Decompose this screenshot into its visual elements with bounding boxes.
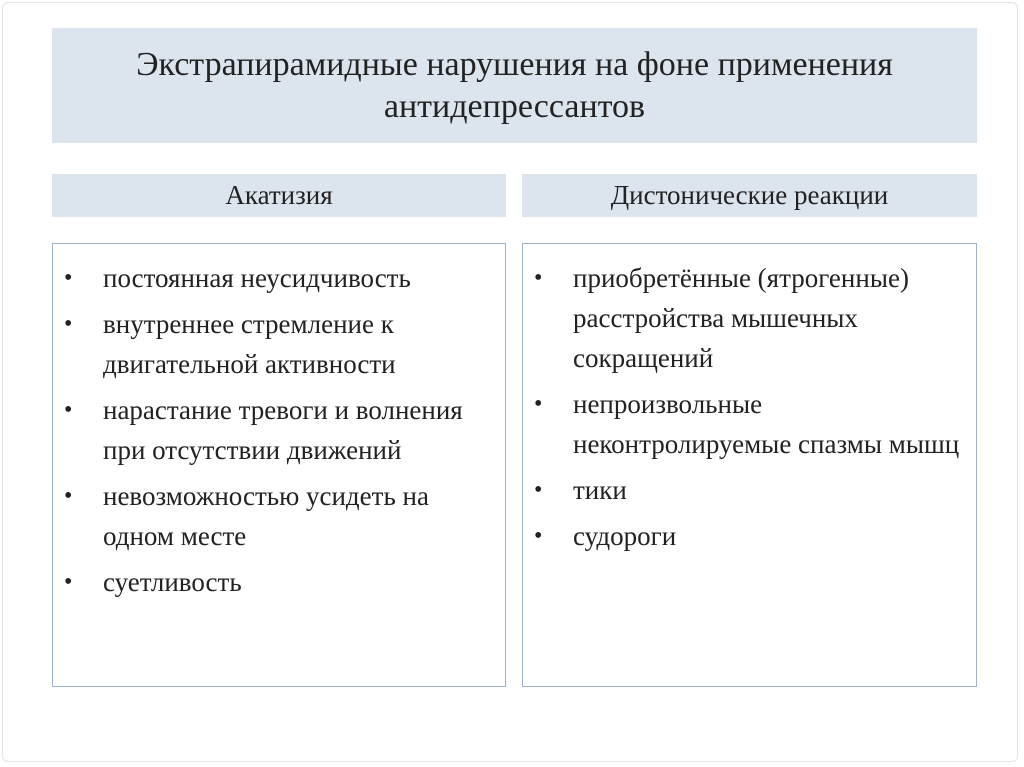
bullet-icon: • — [64, 265, 73, 291]
list-item-text: непроизвольные неконтролируемые спазмы мышц — [573, 389, 960, 459]
slide — [2, 2, 1018, 762]
bullet-icon: • — [534, 523, 543, 549]
list-item — [61, 476, 497, 556]
list-item-text: судороги — [573, 521, 677, 551]
list-item — [531, 516, 968, 556]
bullet-icon: • — [64, 569, 73, 595]
list-item — [531, 470, 968, 510]
bullet-icon: • — [64, 311, 73, 337]
list-item-text: невозможностью усидеть на одном месте — [103, 481, 429, 551]
dystonic-reactions-box — [522, 243, 977, 687]
list-item — [61, 390, 497, 470]
bullet-icon: • — [534, 391, 543, 417]
title-box — [52, 28, 977, 143]
column-header-akathisia: Акатизия — [52, 174, 506, 217]
bullet-icon: • — [64, 483, 73, 509]
bullet-icon: • — [534, 477, 543, 503]
akathisia-symptom-list — [61, 258, 497, 608]
list-item-text: тики — [573, 475, 627, 505]
list-item — [531, 384, 968, 464]
list-item — [61, 562, 497, 602]
list-item — [61, 304, 497, 384]
list-item — [61, 258, 497, 298]
bullet-icon: • — [534, 265, 543, 291]
list-item-text: внутреннее стремление к двигательной активности — [103, 309, 396, 379]
akathisia-symptoms-box — [52, 243, 506, 687]
dystonic-reactions-list — [531, 258, 968, 562]
list-item-text: суетливость — [103, 567, 242, 597]
list-item — [531, 258, 968, 378]
column-header-dystonic-reactions: Дистонические реакции — [522, 174, 977, 217]
bullet-icon: • — [64, 397, 73, 423]
list-item-text: приобретённые (ятрогенные) расстройства мышечных сокращений — [573, 263, 909, 373]
list-item-text: нарастание тревоги и волнения при отсутствии движений — [103, 395, 463, 465]
list-item-text: постоянная неусидчивость — [103, 263, 411, 293]
slide-title: Экстрапирамидные нарушения на фоне применения антидепрессантов — [136, 45, 893, 125]
